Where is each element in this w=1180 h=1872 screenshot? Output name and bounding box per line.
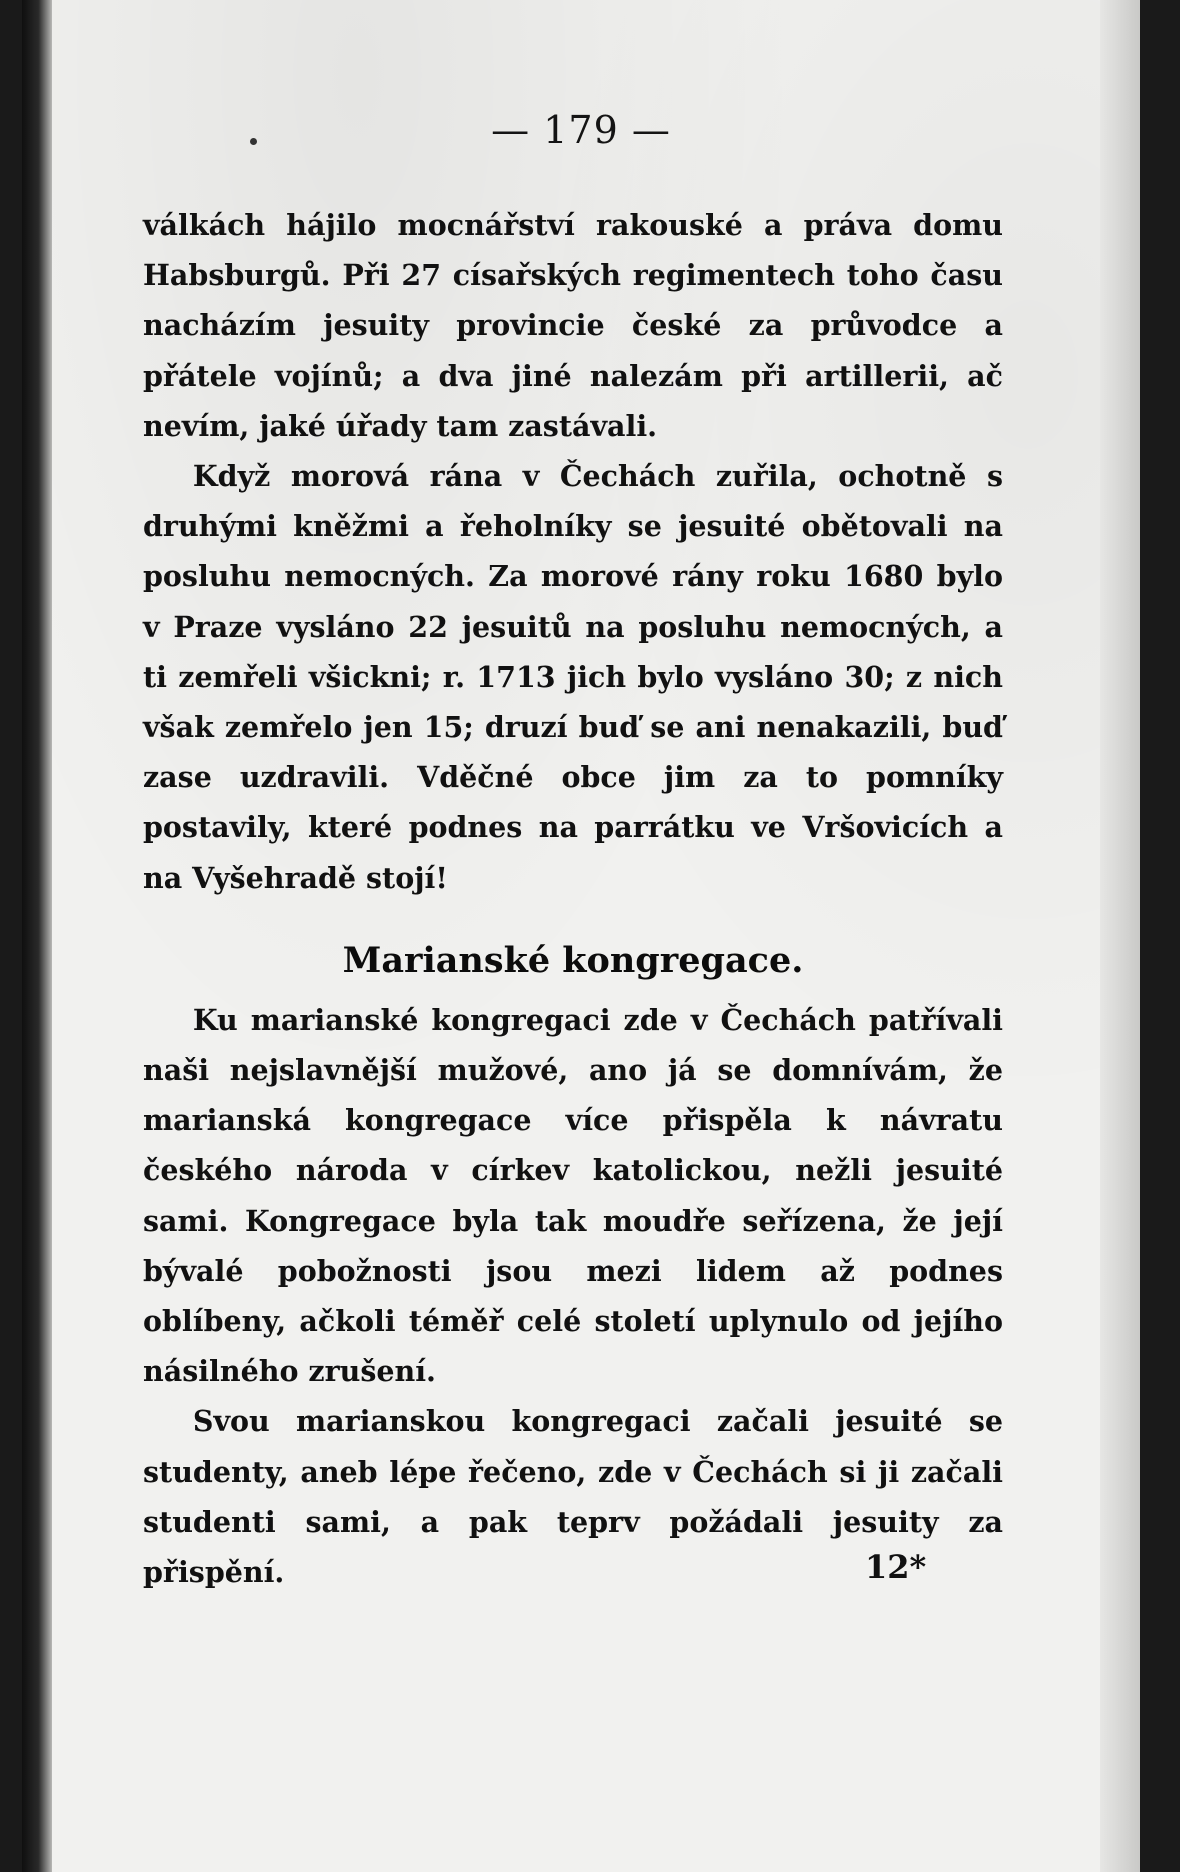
paragraph-1: válkách hájilo mocnářství rakouské a práva domu Habsburgů. Při 27 císařských regimentech toho času nacházím jesuity provincie české za průvodce a přátele vojínů; a dva jiné nalezám při artillerii, ač nevím, jaké úřady tam zastávali. <box>143 208 1003 443</box>
book-page <box>22 0 1140 1872</box>
section-heading: Marianské kongregace. <box>342 939 804 981</box>
signature-mark: 12* <box>865 1548 927 1586</box>
page-number: — 179 — <box>491 108 671 152</box>
page-body <box>143 200 1003 1597</box>
book-binding-edge <box>22 0 52 1872</box>
paragraph-2: Když morová rána v Čechách zuřila, ochotně s druhými kněžmi a řeholníky se jesuité obětovali na posluhu nemocných. Za morové rány roku 1680 bylo v Praze vysláno 22 jesuitů na posluhu nemocných, a ti zemřeli všickni; r. 1713 jich bylo vysláno 30; z nich však zemřelo jen 15; druzí buď se ani nenakazili, buď zase uzdravili. Vděčné obce jim za to pomníky postavily, které podnes na parrátku ve Vršovicích a na Vyšehradě stojí! <box>143 459 1003 895</box>
paragraph-3: Ku marianské kongregaci zde v Čechách patřívali naši nejslavnější mužové, ano já se domnívám, že marianská kongregace více přispěla k návratu českého národa v církev katolickou, nežli jesuité sami. Kongregace byla tak moudře seřízena, že její bývalé pobožnosti jsou mezi lidem až podnes oblíbeny, ačkoli téměř celé století uplynulo od jejího násilného zrušení. <box>143 1002 1003 1389</box>
page-right-edge <box>1100 0 1140 1872</box>
paragraph-4: Svou marianskou kongregaci začali jesuité se studenty, aneb lépe řečeno, zde v Čechách si ji začali studenti sami, a pak teprv požádali jesuity za přispění. <box>143 1404 1003 1590</box>
